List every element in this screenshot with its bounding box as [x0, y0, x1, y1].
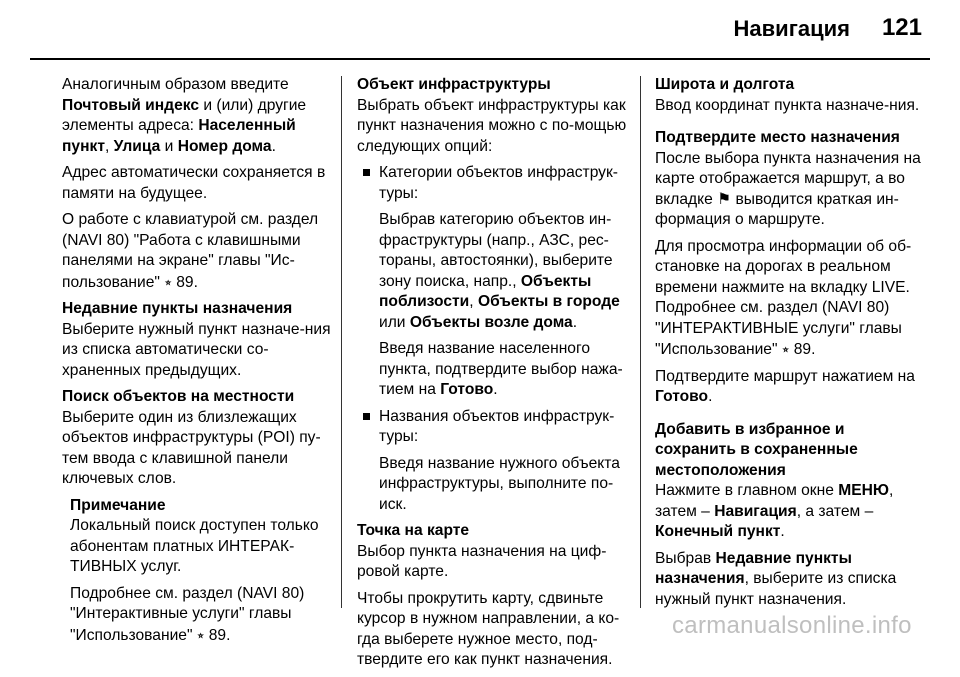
recent-select-text — [655, 549, 925, 611]
poi-name-text: Введя название нужного объекта инфраструктуры, выполните по-иск. — [379, 454, 620, 513]
autosave-paragraph: Адрес автоматически сохраняется в памяти на будущее. — [62, 164, 326, 202]
postal-code-term: Почтовый индекс — [62, 96, 200, 114]
text: Для просмотра информации об об-становке на дорогах в реальном времени нажмите на вкладку LIVE. Подробнее см. раздел (NAVI 80) "ИНТЕРАКТИВНЫЕ услуги" главы "Использование" — [655, 237, 912, 358]
recent-destinations-term: Недавние пункты назначения — [655, 549, 852, 587]
bullet-title: Категории объектов инфраструк-туры: — [379, 164, 618, 202]
street-term: Улица — [113, 137, 161, 155]
note-text: Локальный поиск доступен только абонентам платных ИНТЕРАК-ТИВНЫХ услуг. — [70, 517, 319, 575]
text: и (или) другие элементы адреса: — [62, 96, 307, 134]
note-heading: Примечание — [70, 496, 166, 514]
favorites-heading: Добавить в избранное и сохранить в сохраненные местоположения — [655, 420, 858, 479]
page-ref-arrow-icon: ⭒ — [196, 626, 205, 643]
navigation-term: Навигация — [714, 502, 797, 520]
poi-heading: Объект инфраструктуры — [357, 76, 551, 93]
bullet-square-icon — [363, 169, 370, 176]
map-scroll-text: Чтобы прокрутить карту, сдвиньте курсор в нужном направлении, а ко-гда выберете нужное место, под-твердите его как пункт назначения. — [357, 589, 620, 668]
flag-icon: ⚑ — [717, 190, 732, 208]
text: Подтвердите маршрут нажатием на — [655, 367, 915, 385]
destination-term: Конечный пункт — [655, 523, 781, 540]
text: Введя название населенного пункта, подтвердите выбор нажа-тием на — [379, 340, 623, 398]
near-home-term: Объекты возле дома — [409, 313, 573, 331]
column-divider-1 — [341, 76, 342, 608]
bullet-item — [357, 163, 627, 204]
map-point-heading: Точка на карте — [357, 522, 470, 539]
text: . — [780, 523, 785, 540]
column-1 — [62, 75, 334, 652]
house-number-term: Номер дома — [177, 137, 272, 155]
route-info-text — [655, 149, 925, 231]
column-2 — [357, 75, 627, 677]
in-city-term: Объекты в городе — [477, 293, 620, 310]
coordinates-text: Ввод координат пункта назначе-ния. — [655, 96, 920, 114]
bullet-title: Названия объектов инфраструк-туры: — [379, 407, 615, 445]
column-divider-2 — [640, 76, 641, 608]
text: Подробнее см. раздел (NAVI 80) "Интерактивные услуги" главы "Использование" — [70, 584, 305, 644]
text: . — [271, 137, 276, 155]
page-ref: 89. — [176, 273, 198, 291]
text: . — [572, 313, 578, 331]
page-ref: 89. — [208, 626, 231, 644]
page-title: Навигация — [733, 16, 850, 41]
page-ref-arrow-icon: ⭒ — [781, 341, 790, 357]
local-search-text: Выберите один из близлежащих объектов инфраструктуры (POI) пу-тем ввода с клавишной панели ключевых слов. — [62, 408, 321, 487]
text: , выберите из списка нужный пункт назначения. — [655, 570, 897, 608]
text: . — [708, 388, 713, 405]
coordinates-heading: Широта и долгота — [655, 76, 795, 93]
text: , — [104, 137, 114, 155]
favorites-text — [655, 481, 925, 543]
page-number: 121 — [881, 14, 922, 41]
text: Нажмите в главном окне — [655, 482, 839, 499]
text: , затем – — [655, 482, 894, 520]
poi-city-text — [357, 339, 627, 401]
note-reference — [70, 584, 334, 647]
text: Выбрав категорию объектов ин-фраструктуры (напр., АЗС, рес-тораны, автостоянки), выберите зону поиска, напр., — [379, 211, 613, 290]
text: . — [493, 381, 498, 398]
text: выводится краткая ин-формация о маршруте. — [655, 190, 899, 228]
text: и — [160, 137, 178, 155]
watermark: carmanualsonline.info — [672, 612, 912, 639]
city-term: Населенный пункт — [62, 117, 296, 155]
text: , а затем – — [796, 502, 874, 520]
text: или — [379, 313, 410, 331]
page-ref: 89. — [793, 341, 816, 358]
keyboard-paragraph — [62, 210, 334, 293]
recent-destinations-text: Выберите нужный пункт назначе-ния из списка автоматически со-храненных предыдущих. — [62, 320, 331, 379]
page-ref-arrow-icon: ⭒ — [164, 273, 172, 290]
text: , — [469, 293, 478, 310]
confirm-destination-heading: Подтвердите место назначения — [655, 129, 900, 146]
local-search-heading: Поиск объектов на местности — [62, 388, 295, 405]
text: Выбрав — [655, 549, 716, 567]
page-header — [0, 0, 960, 60]
text: Аналогичным образом введите — [62, 76, 289, 93]
poi-intro: Выбрать объект инфраструктуры как пункт назначения можно с по-мощью следующих опций: — [357, 96, 627, 155]
confirm-route-text — [655, 367, 925, 408]
text: О работе с клавиатурой см. раздел (NAVI 80) "Работа с клавишными панелями на экране" главы "Ис-пользование" — [62, 211, 319, 291]
menu-term: МЕНЮ — [838, 482, 889, 499]
note-block — [70, 496, 334, 647]
header-rule — [30, 58, 930, 60]
recent-destinations-heading: Недавние пункты назначения — [62, 300, 293, 317]
address-paragraph — [62, 75, 334, 157]
bullet-square-icon — [363, 413, 370, 420]
bullet-item — [357, 407, 627, 448]
done-term: Готово — [440, 381, 494, 398]
map-point-text: Выбор пункта назначения на циф-ровой карте. — [357, 542, 607, 580]
poi-category-text — [357, 210, 627, 333]
column-3 — [655, 75, 925, 616]
text: После выбора пункта назначения на карте отображается маршрут, а во вкладке — [655, 149, 921, 208]
live-traffic-text — [655, 237, 925, 361]
nearby-term: Объекты поблизости — [379, 272, 592, 310]
done-term: Готово — [655, 388, 709, 405]
